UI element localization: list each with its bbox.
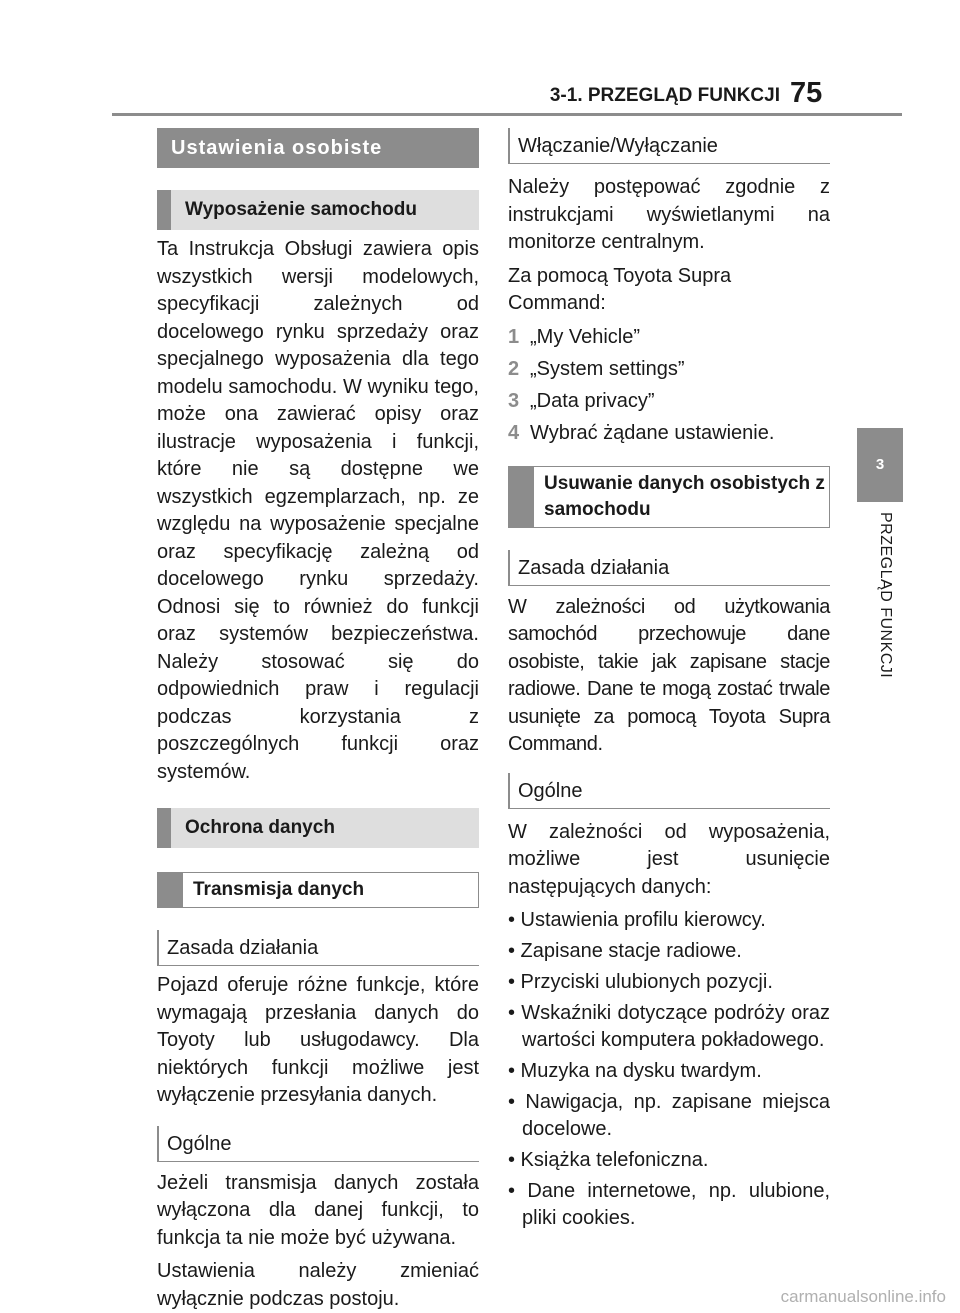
heading-principle-right: Zasada działania (508, 550, 830, 586)
paragraph-principle-right: W zależności od użytkowania samochód przechowuje dane osobiste, takie jak zapisane stacje radiowe. Dane te mogą zostać trwale usunięte za pomocą Toyota Supra Command. (508, 595, 830, 755)
watermark-text: carmanualsonline.info (780, 1287, 946, 1306)
step-number: 3 (508, 389, 520, 412)
step-number: 2 (508, 357, 520, 380)
step-item (508, 420, 830, 447)
list-item: • Dane internetowe, np. ulubione, pliki cookies. (508, 1180, 830, 1229)
paragraph-equipment: Ta Instrukcja Obsługi zawiera opis wszystkich wersji modelowych, specyfikacji zależnych od docelowego rynku sprzedaży oraz specjalnego wyposażenia dla tego modelu samochodu. W wyniku tego, może ona zawierać opisy oraz ilustracje wyposażenia i funkcji, które nie są dostępne we wszystkich egzemplarzach, np. ze względu na wyposażenie specjalne oraz specyfikację zależną od docelowego rynku sprzedaży. Odnosi się to również do funkcji oraz systemów bezpieczeństwa. Należy stosować się do odpowiednich praw i regulacji podczas korzystania z poszczególnych funkcji oraz systemów. (157, 238, 479, 783)
step-number: 1 (508, 325, 520, 348)
paragraph-on-off: Należy postępować zgodnie z instrukcjami wyświetlanymi na monitorze centralnym. (508, 176, 830, 253)
paragraph-principle: Pojazd oferuje różne funkcje, które wymagają przesłania danych do Toyoty lub usługodawcy. Dla niektórych funkcji możliwe jest wyłączenie przesyłania danych. (157, 974, 479, 1106)
list-item: • Muzyka na dysku twardym. (508, 1060, 762, 1082)
step-text: „My Vehicle” (530, 325, 641, 348)
left-column (157, 128, 479, 1313)
section-title: 3-1. PRZEGLĄD FUNKCJI (549, 85, 780, 106)
step-text: „System settings” (530, 357, 685, 380)
list-item: • Ustawienia profilu kierowcy. (508, 909, 766, 931)
heading-data-transmission: Transmisja danych (157, 872, 479, 908)
steps-list (508, 324, 830, 447)
list-item: • Nawigacja, np. zapisane miejsca docelowe. (508, 1091, 830, 1140)
heading-delete-personal-data: Usuwanie danych osobistych z samochodu (508, 466, 830, 528)
list-item: • Przyciski ulubionych pozycji. (508, 971, 773, 993)
paragraph-general-right: W zależności od wyposażenia, możliwe jest usunięcie następujących danych: (508, 820, 830, 898)
step-item (508, 356, 830, 383)
step-text: „Data privacy” (530, 389, 655, 412)
list-item: • Książka telefoniczna. (508, 1149, 709, 1171)
heading-general-right: Ogólne (508, 773, 830, 809)
paragraph-general-1: Jeżeli transmisja danych została wyłączona dla danej funkcji, to funkcja ta nie może być używana. (157, 1171, 479, 1249)
step-item (508, 324, 830, 351)
list-item: • Wskaźniki dotyczące podróży oraz wartości komputera pokładowego. (508, 1002, 830, 1051)
chapter-tab-label: PRZEGLĄD FUNKCJI (877, 512, 894, 679)
step-item (508, 388, 830, 415)
chapter-tab: 3 (857, 428, 903, 502)
heading-data-protection: Ochrona danych (157, 808, 479, 848)
step-number: 4 (508, 421, 520, 444)
paragraph-general-2: Ustawienia należy zmieniać wyłącznie podczas postoju. (157, 1260, 479, 1310)
page-number: 75 (790, 77, 823, 109)
right-column (508, 128, 830, 1236)
deletable-data-list (508, 907, 830, 1232)
heading-on-off: Włączanie/Wyłączanie (508, 128, 830, 164)
heading-general: Ogólne (157, 1126, 479, 1162)
heading-principle: Zasada działania (157, 930, 479, 966)
heading-personal-settings: Ustawienia osobiste (157, 128, 479, 168)
list-item: • Zapisane stacje radiowe. (508, 940, 742, 962)
heading-vehicle-equipment: Wyposażenie samochodu (157, 190, 479, 230)
step-text: Wybrać żądane ustawienie. (530, 421, 775, 444)
header-divider (112, 113, 902, 116)
paragraph-command: Za pomocą Toyota Supra Command: (508, 264, 732, 314)
